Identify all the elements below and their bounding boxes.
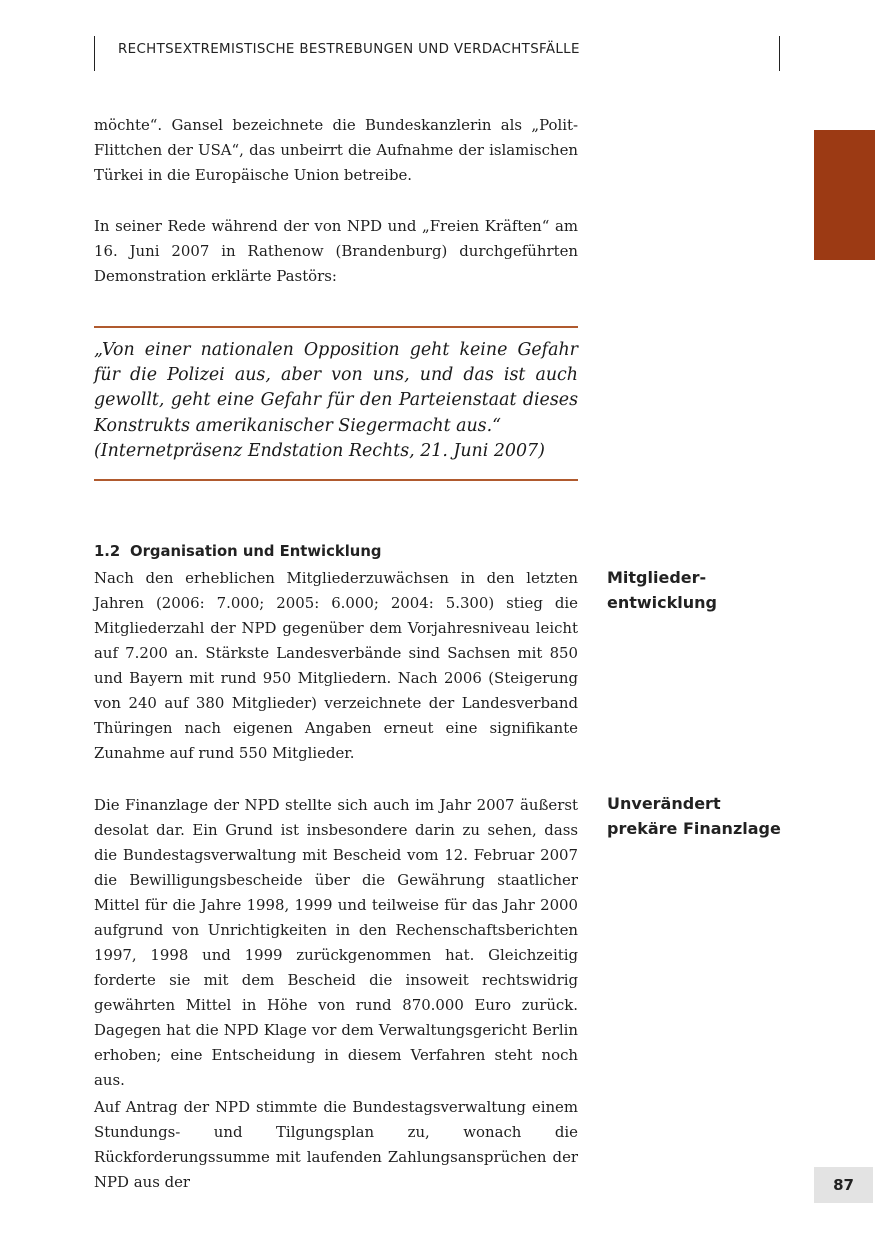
- section-number: 1.2: [94, 543, 121, 560]
- margin-note-finances-line1: Unverändert: [607, 794, 721, 813]
- paragraph-5: Auf Antrag der NPD stimmte die Bundestagsverwaltung einem Stundungs- und Tilgungsplan zu, wonach die Rückforderungssumme mit laufenden Zahlungsansprüchen der NPD aus der: [94, 1098, 578, 1191]
- paragraph-4: Die Finanzlage der NPD stellte sich auch im Jahr 2007 äußerst desolat dar. Ein Grund ist insbesondere darin zu sehen, dass die Bundestagsverwaltung mit Bescheid vom 12. Februar 2007 die Bewilligungsbescheide über die Gewährung staatlicher Mittel für die Jahre 1998, 1999 und teilweise für das Jahr 2000 aufgrund von Unrichtigkeiten in den Rechenschaftsberichten 1997, 1998 und 1999 zurückgenommen hat. Gleichzeitig forderte sie mit dem Bescheid die insoweit rechtswidrig gewährten Mittel in Höhe von rund 870.000 Euro zurück. Dagegen hat die NPD Klage vor dem Verwaltungsgericht Berlin erhoben; eine Entscheidung in diesem Verfahren steht noch aus.: [94, 796, 578, 1089]
- chapter-thumb-tab: [814, 130, 875, 260]
- margin-note-membership-line2: entwicklung: [607, 592, 717, 612]
- paragraph-3: Nach den erheblichen Mitgliederzuwächsen in den letzten Jahren (2006: 7.000; 2005: 6.000; 2004: 5.300) stieg die Mitgliederzahl der NPD gegenüber dem Vorjahresniveau leicht auf 7.200 an. Stärkste Landesverbände sind Sachsen mit 850 und Bayern mit rund 950 Mitgliedern. Nach 2006 (Steigerung von 240 auf 380 Mitglieder) verzeichnete der Landesverband Thüringen nach eigenen Angaben erneut eine signifikante Zunahme auf rund 550 Mitglieder.: [94, 569, 578, 762]
- margin-note-finances: [607, 792, 797, 841]
- paragraph-2: In seiner Rede während der von NPD und „Freien Kräften“ am 16. Juni 2007 in Rathenow (Brandenburg) durchgeführten Demonstration erklärte Pastörs:: [94, 217, 578, 285]
- page-number: [814, 1167, 873, 1203]
- page-number-label: 87: [833, 1176, 854, 1194]
- section-title: Organisation und Entwicklung: [130, 543, 382, 560]
- quote-rule-top: [94, 326, 578, 328]
- paragraph-1: möchte“. Gansel bezeichnete die Bundeskanzlerin als „Polit-Flittchen der USA“, das unbeirrt die Aufnahme der islamischen Türkei in die Europäische Union betreibe.: [94, 116, 578, 184]
- margin-note-finances-line2: prekäre Finanzlage: [607, 818, 781, 838]
- blockquote: [94, 338, 578, 464]
- running-header: RECHTSEXTREMISTISCHE BESTREBUNGEN UND VERDACHTSFÄLLE: [118, 42, 580, 57]
- margin-note-membership-line1: Mitglieder-: [607, 568, 707, 587]
- section-heading: [94, 543, 381, 560]
- header-rule-right: [779, 36, 780, 71]
- margin-note-membership: [607, 566, 797, 615]
- quote-rule-bottom: [94, 479, 578, 481]
- header-rule-left: [94, 36, 95, 71]
- quote-text: „Von einer nationalen Opposition geht keine Gefahr für die Polizei aus, aber von uns, und das ist auch gewollt, geht eine Gefahr für den Parteienstaat dieses Konstrukts amerikanischer Siegermacht aus.“: [94, 340, 578, 436]
- quote-source: (Internetpräsenz Endstation Rechts, 21. Juni 2007): [94, 440, 545, 461]
